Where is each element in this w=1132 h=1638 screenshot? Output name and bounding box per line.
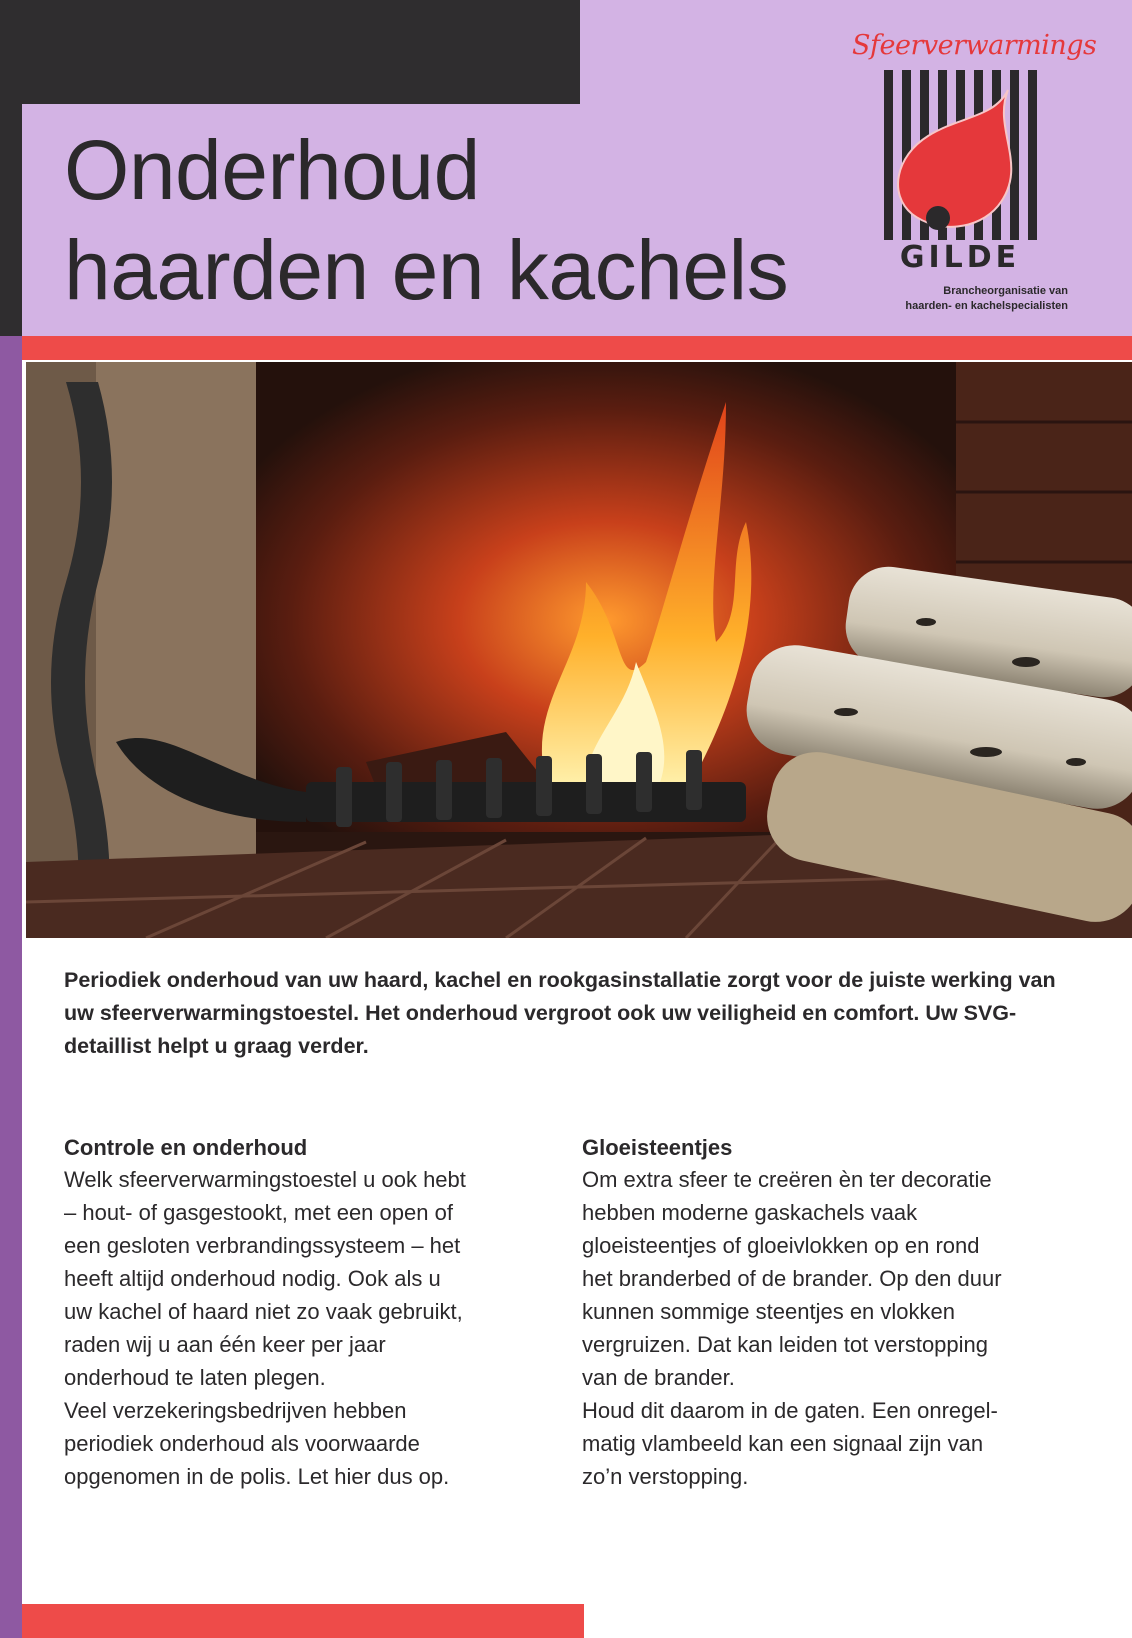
body-line: opgenomen in de polis. Let hier dus op. xyxy=(64,1464,450,1489)
intro-paragraph: Periodiek onderhoud van uw haard, kachel en rookgasinstallatie zorgt voor de juiste werking van uw sfeerverwarmingstoestel. Het onderhoud vergroot ook uw veiligheid en comfort. Uw SVG-detaillist helpt u graag verder. xyxy=(64,968,1056,1058)
left-dark-bar xyxy=(0,0,22,336)
body-line: Welk sfeerverwarmingstoestel u ook hebt xyxy=(64,1167,466,1192)
gilde-logo xyxy=(852,22,1097,312)
top-dark-block xyxy=(0,0,580,104)
logo-subtitle xyxy=(852,284,1068,314)
body-line: van de brander. xyxy=(582,1365,735,1390)
logo-subtitle-line-1: Brancheorganisatie van xyxy=(943,285,1068,297)
fireplace-photo xyxy=(26,362,1132,938)
flame-bars-icon xyxy=(880,70,1040,242)
title-line-1: Onderhoud xyxy=(64,123,480,217)
body-line: Om extra sfeer te creëren èn ter decoratie xyxy=(582,1167,992,1192)
body-line: matig vlambeeld kan een signaal zijn van xyxy=(582,1431,984,1456)
section-controle-onderhoud xyxy=(64,1133,554,1493)
section-gloeisteentjes xyxy=(582,1133,1072,1493)
body-line: het branderbed of de brander. Op den duur xyxy=(582,1266,1002,1291)
body-line: Veel verzekeringsbedrijven hebben xyxy=(64,1398,407,1423)
footer-red-bar xyxy=(22,1604,584,1638)
body-line: vergruizen. Dat kan leiden tot verstopping xyxy=(582,1332,989,1357)
header-red-stripe xyxy=(22,336,1132,360)
body-line: een gesloten verbrandingssysteem – het xyxy=(64,1233,461,1258)
page-title xyxy=(64,120,788,320)
body-line: zo’n verstopping. xyxy=(582,1464,749,1489)
body-line: hebben moderne gaskachels vaak xyxy=(582,1200,918,1225)
left-purple-bar xyxy=(0,336,22,1638)
section-heading: Gloeisteentjes xyxy=(582,1135,733,1160)
fireplace-illustration xyxy=(26,362,1132,938)
section-heading: Controle en onderhoud xyxy=(64,1135,308,1160)
logo-subtitle-line-2: haarden- en kachelspecialisten xyxy=(905,300,1068,312)
body-line: – hout- of gasgestookt, met een open of xyxy=(64,1200,453,1225)
body-line: kunnen sommige steentjes en vlokken xyxy=(582,1299,955,1324)
body-line: periodiek onderhoud als voorwaarde xyxy=(64,1431,420,1456)
title-line-2: haarden en kachels xyxy=(64,223,789,317)
body-line: Houd dit daarom in de gaten. Een onregel- xyxy=(582,1398,998,1423)
body-line: heeft altijd onderhoud nodig. Ook als u xyxy=(64,1266,441,1291)
body-line: raden wij u aan één keer per jaar xyxy=(64,1332,386,1357)
logo-name: GILDE xyxy=(899,240,1021,275)
logo-script-text: Sfeerverwarmings xyxy=(852,30,1097,61)
body-line: onderhoud te laten plegen. xyxy=(64,1365,326,1390)
body-line: uw kachel of haard niet zo vaak gebruikt, xyxy=(64,1299,463,1324)
body-line: gloeisteentjes of gloeivlokken op en rond xyxy=(582,1233,980,1258)
